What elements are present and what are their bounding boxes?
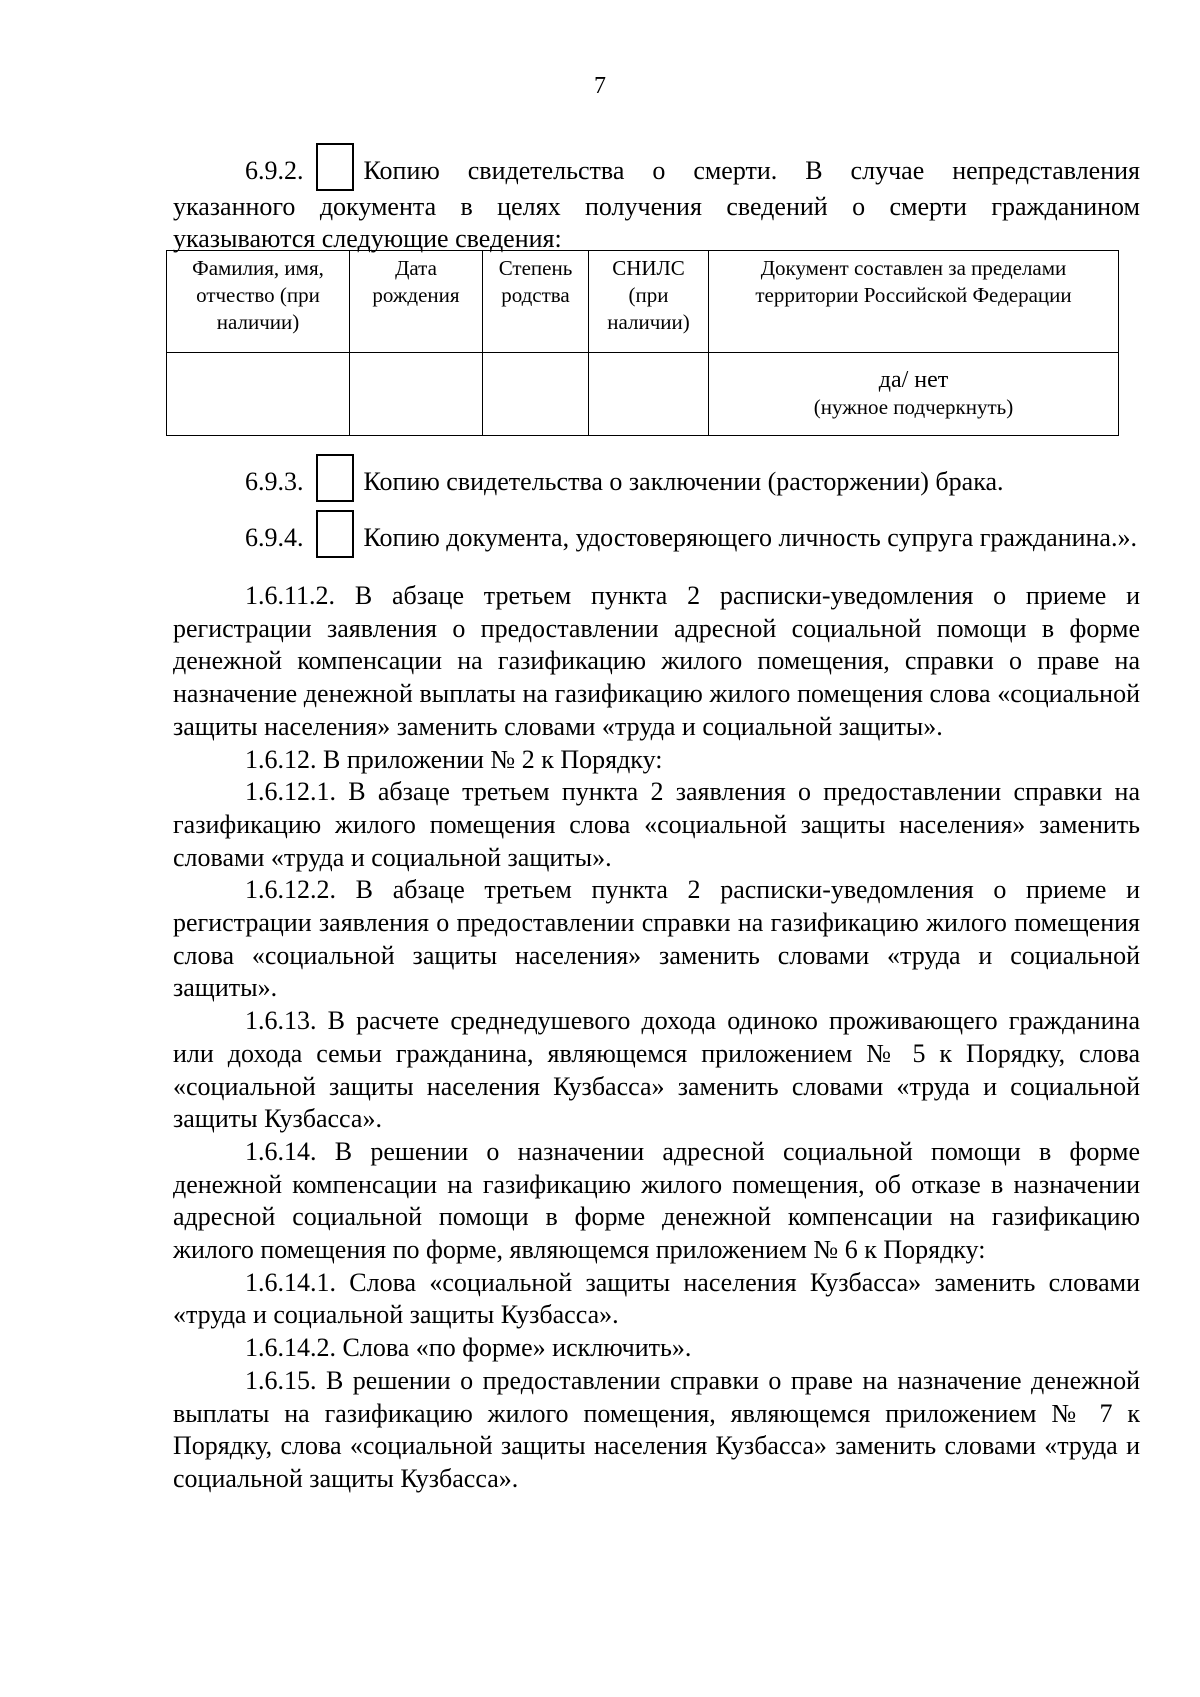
page-number: 7	[594, 73, 606, 99]
paragraph: 1.6.14.2. Слова «по форме» исключить».	[245, 1333, 692, 1363]
paragraph: 1.6.15. В решении о предоставлении справки о праве на назначение денежной выплаты на газификацию жилого помещения, являющемся приложением № 7 к Порядку, слова «социальной защиты населения Кузбасса» заменить словами «труда и социальной защиты Кузбасса».	[173, 1365, 1140, 1493]
death-info-table	[166, 250, 1119, 436]
item-number: 6.9.4.	[245, 523, 304, 552]
table-row	[167, 353, 1119, 436]
checkbox-death-certificate[interactable]	[316, 143, 354, 191]
paragraph: 1.6.14. В решении о назначении адресной социальной помощи в форме денежной компенсации на газификацию жилого помещения, об отказе в назначении адресной социальной помощи в форме денежной компенсации на газификацию жилого помещения по форме, являющемся приложением № 6 к Порядку:	[173, 1136, 1140, 1265]
table-header: Документ составлен за пределами территории Российской Федерации	[709, 251, 1119, 353]
paragraph: 1.6.13. В расчете среднедушевого дохода одиноко проживающего гражданина или дохода семьи гражданина, являющемся приложением № 5 к Порядку, слова «социальной защиты населения Кузбасса» заменить словами «труда и социальной защиты Кузбасса».	[173, 1006, 1140, 1134]
item-number: 6.9.2.	[245, 156, 304, 185]
table-cell-birthdate[interactable]	[350, 353, 483, 436]
item-text: Копию свидетельства о смерти. В случае непредставления указанного документа в целях получения сведений о смерти гражданином указываются следующие сведения:	[173, 156, 1140, 253]
checkbox-marriage-certificate[interactable]	[316, 454, 354, 502]
paragraph: 1.6.14.1. Слова «социальной защиты населения Кузбасса» заменить словами «труда и социальной защиты Кузбасса».	[173, 1267, 1140, 1330]
item-6-9-3	[173, 454, 1140, 502]
checkbox-spouse-id[interactable]	[316, 510, 354, 558]
yes-no-choice: да/ нет	[878, 367, 949, 393]
item-text: Копию свидетельства о заключении (расторжении) брака.	[363, 467, 1004, 496]
table-cell-relation[interactable]	[483, 353, 589, 436]
table-cell-abroad[interactable]	[709, 353, 1119, 436]
table-header: Дата рождения	[350, 251, 483, 353]
item-6-9-2	[173, 143, 1140, 255]
choice-hint: (нужное подчеркнуть)	[813, 395, 1014, 419]
paragraph: 1.6.11.2. В абзаце третьем пункта 2 расписки-уведомления о приеме и регистрации заявления о предоставлении адресной социальной помощи в форме денежной компенсации на газификацию жилого помещения, справки о праве на назначение денежной выплаты на газификацию жилого помещения слова «социальной защиты населения» заменить словами «труда и социальной защиты».	[173, 581, 1140, 741]
table-header: Степень родства	[483, 251, 589, 353]
paragraph: 1.6.12. В приложении № 2 к Порядку:	[245, 744, 663, 774]
table-header: СНИЛС (при наличии)	[589, 251, 709, 353]
paragraph: 1.6.12.2. В абзаце третьем пункта 2 расписки-уведомления о приеме и регистрации заявления о предоставлении справки на газификацию жилого помещения слова «социальной защиты населения» заменить словами «труда и социальной защиты».	[173, 875, 1140, 1003]
table-header: Фамилия, имя, отчество (при наличии)	[167, 251, 350, 353]
item-number: 6.9.3.	[245, 467, 304, 496]
item-text: Копию документа, удостоверяющего личность супруга гражданина.».	[363, 523, 1137, 552]
body-text	[173, 580, 1140, 1496]
item-6-9-4	[173, 510, 1140, 558]
table-cell-fio[interactable]	[167, 353, 350, 436]
table-cell-snils[interactable]	[589, 353, 709, 436]
paragraph: 1.6.12.1. В абзаце третьем пункта 2 заявления о предоставлении справки на газификацию жилого помещения слова «социальной защиты населения» заменить словами «труда и социальной защиты».	[173, 777, 1140, 872]
